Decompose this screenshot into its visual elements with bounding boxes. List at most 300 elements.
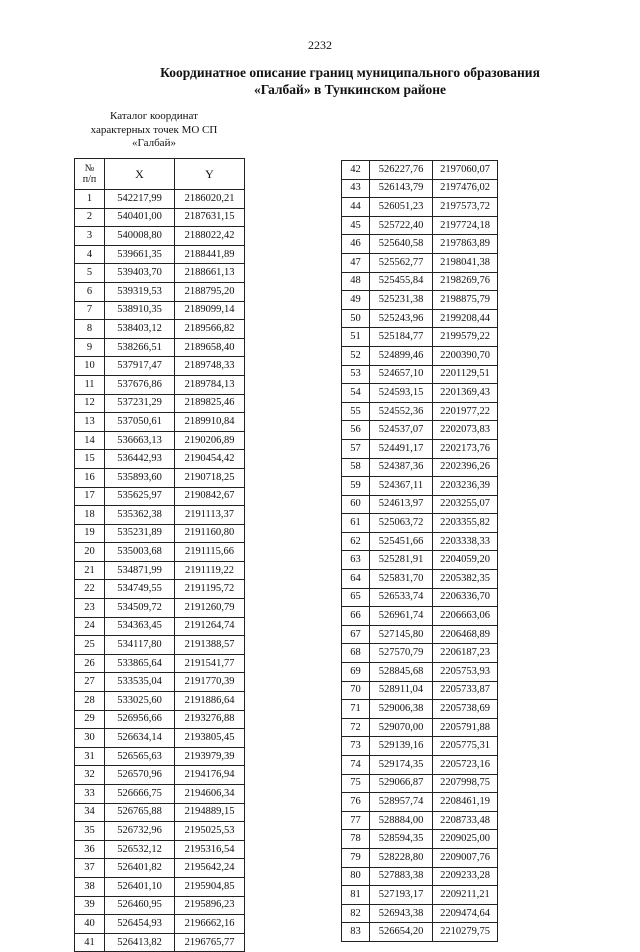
y-coordinate-cell: 2187631,15 (175, 208, 245, 227)
table-row (75, 506, 245, 525)
table-row (75, 915, 245, 934)
table-row (342, 477, 498, 496)
point-number-cell: 26 (75, 654, 105, 673)
table-row (75, 859, 245, 878)
x-coordinate-cell: 525455,84 (370, 272, 433, 291)
header-y: Y (175, 159, 245, 190)
x-coordinate-cell: 537676,86 (105, 375, 175, 394)
x-coordinate-cell: 538910,35 (105, 301, 175, 320)
table-row (75, 264, 245, 283)
table-row (75, 933, 245, 952)
y-coordinate-cell: 2205723,16 (433, 756, 498, 775)
x-coordinate-cell: 527145,80 (370, 625, 433, 644)
point-number-cell: 21 (75, 561, 105, 580)
x-coordinate-cell: 524613,97 (370, 495, 433, 514)
table-row (342, 811, 498, 830)
point-number-cell: 35 (75, 822, 105, 841)
point-number-cell: 22 (75, 580, 105, 599)
point-number-cell: 58 (342, 458, 370, 477)
point-number-cell: 42 (342, 161, 370, 180)
y-coordinate-cell: 2203255,07 (433, 495, 498, 514)
y-coordinate-cell: 2190206,89 (175, 431, 245, 450)
x-coordinate-cell: 534509,72 (105, 599, 175, 618)
x-coordinate-cell: 524367,11 (370, 477, 433, 496)
x-coordinate-cell: 538403,12 (105, 320, 175, 339)
x-coordinate-cell: 524899,46 (370, 346, 433, 365)
point-number-cell: 12 (75, 394, 105, 413)
y-coordinate-cell: 2197863,89 (433, 235, 498, 254)
point-number-cell: 59 (342, 477, 370, 496)
y-coordinate-cell: 2191113,37 (175, 506, 245, 525)
y-coordinate-cell: 2195896,23 (175, 896, 245, 915)
point-number-cell: 63 (342, 551, 370, 570)
table-row (342, 756, 498, 775)
x-coordinate-cell: 526961,74 (370, 607, 433, 626)
x-coordinate-cell: 533865,64 (105, 654, 175, 673)
table-row (342, 161, 498, 180)
y-coordinate-cell: 2201129,51 (433, 365, 498, 384)
x-coordinate-cell: 526570,96 (105, 766, 175, 785)
x-coordinate-cell: 535003,68 (105, 543, 175, 562)
table-row (342, 235, 498, 254)
table-row (342, 495, 498, 514)
point-number-cell: 69 (342, 663, 370, 682)
x-coordinate-cell: 536442,93 (105, 450, 175, 469)
point-number-cell: 72 (342, 718, 370, 737)
point-number-cell: 29 (75, 710, 105, 729)
table-row (75, 877, 245, 896)
x-coordinate-cell: 537917,47 (105, 357, 175, 376)
table-row (75, 413, 245, 432)
y-coordinate-cell: 2209233,28 (433, 867, 498, 886)
table-row (75, 245, 245, 264)
x-coordinate-cell: 529066,87 (370, 774, 433, 793)
point-number-cell: 76 (342, 793, 370, 812)
table-row (342, 514, 498, 533)
y-coordinate-cell: 2205738,69 (433, 700, 498, 719)
point-number-cell: 16 (75, 468, 105, 487)
y-coordinate-cell: 2203236,39 (433, 477, 498, 496)
y-coordinate-cell: 2198875,79 (433, 291, 498, 310)
point-number-cell: 44 (342, 198, 370, 217)
x-coordinate-cell: 527193,17 (370, 886, 433, 905)
y-coordinate-cell: 2195025,53 (175, 822, 245, 841)
y-coordinate-cell: 2191119,22 (175, 561, 245, 580)
x-coordinate-cell: 526943,38 (370, 904, 433, 923)
table-row (342, 793, 498, 812)
y-coordinate-cell: 2202173,76 (433, 439, 498, 458)
point-number-cell: 79 (342, 848, 370, 867)
table-row (342, 588, 498, 607)
x-coordinate-cell: 524387,36 (370, 458, 433, 477)
point-number-cell: 39 (75, 896, 105, 915)
x-coordinate-cell: 528594,35 (370, 830, 433, 849)
table-row (342, 886, 498, 905)
x-coordinate-cell: 528845,68 (370, 663, 433, 682)
y-coordinate-cell: 2195904,85 (175, 877, 245, 896)
x-coordinate-cell: 526401,10 (105, 877, 175, 896)
x-coordinate-cell: 525243,96 (370, 309, 433, 328)
x-coordinate-cell: 534871,99 (105, 561, 175, 580)
header-x: X (105, 159, 175, 190)
point-number-cell: 56 (342, 421, 370, 440)
table-row (75, 301, 245, 320)
point-number-cell: 31 (75, 747, 105, 766)
x-coordinate-cell: 525184,77 (370, 328, 433, 347)
y-coordinate-cell: 2206663,06 (433, 607, 498, 626)
point-number-cell: 24 (75, 617, 105, 636)
point-number-cell: 34 (75, 803, 105, 822)
table-row (75, 896, 245, 915)
table-row (342, 904, 498, 923)
table-row (342, 774, 498, 793)
point-number-cell: 15 (75, 450, 105, 469)
point-number-cell: 8 (75, 320, 105, 339)
x-coordinate-cell: 526143,79 (370, 179, 433, 198)
table-row (342, 384, 498, 403)
y-coordinate-cell: 2195642,24 (175, 859, 245, 878)
point-number-cell: 65 (342, 588, 370, 607)
x-coordinate-cell: 525640,58 (370, 235, 433, 254)
point-number-cell: 33 (75, 785, 105, 804)
x-coordinate-cell: 526051,23 (370, 198, 433, 217)
point-number-cell: 17 (75, 487, 105, 506)
table-body-right (342, 161, 498, 942)
x-coordinate-cell: 526454,93 (105, 915, 175, 934)
point-number-cell: 49 (342, 291, 370, 310)
point-number-cell: 67 (342, 625, 370, 644)
table-row (75, 840, 245, 859)
y-coordinate-cell: 2207998,75 (433, 774, 498, 793)
table-row (342, 681, 498, 700)
table-row (75, 692, 245, 711)
x-coordinate-cell: 526565,63 (105, 747, 175, 766)
y-coordinate-cell: 2190842,67 (175, 487, 245, 506)
table-row (342, 830, 498, 849)
point-number-cell: 61 (342, 514, 370, 533)
point-number-cell: 60 (342, 495, 370, 514)
table-row (75, 729, 245, 748)
x-coordinate-cell: 524552,36 (370, 402, 433, 421)
table-row (342, 309, 498, 328)
y-coordinate-cell: 2205733,87 (433, 681, 498, 700)
y-coordinate-cell: 2193276,88 (175, 710, 245, 729)
x-coordinate-cell: 524537,07 (370, 421, 433, 440)
table-row (75, 636, 245, 655)
x-coordinate-cell: 537231,29 (105, 394, 175, 413)
table-row (342, 551, 498, 570)
y-coordinate-cell: 2190718,25 (175, 468, 245, 487)
x-coordinate-cell: 526634,14 (105, 729, 175, 748)
table-row (342, 737, 498, 756)
y-coordinate-cell: 2209474,64 (433, 904, 498, 923)
y-coordinate-cell: 2191388,57 (175, 636, 245, 655)
point-number-cell: 3 (75, 227, 105, 246)
y-coordinate-cell: 2191886,64 (175, 692, 245, 711)
table-row (342, 570, 498, 589)
x-coordinate-cell: 539661,35 (105, 245, 175, 264)
x-coordinate-cell: 527883,38 (370, 867, 433, 886)
y-coordinate-cell: 2193805,45 (175, 729, 245, 748)
x-coordinate-cell: 524657,10 (370, 365, 433, 384)
x-coordinate-cell: 526533,74 (370, 588, 433, 607)
table-row (75, 580, 245, 599)
y-coordinate-cell: 2203355,82 (433, 514, 498, 533)
table-row (75, 654, 245, 673)
coordinates-table-right (341, 160, 498, 942)
y-coordinate-cell: 2193979,39 (175, 747, 245, 766)
x-coordinate-cell: 528911,04 (370, 681, 433, 700)
x-coordinate-cell: 526956,66 (105, 710, 175, 729)
table-row (342, 458, 498, 477)
table-row (75, 468, 245, 487)
table-row (342, 607, 498, 626)
x-coordinate-cell: 536663,13 (105, 431, 175, 450)
table-row (75, 785, 245, 804)
point-number-cell: 25 (75, 636, 105, 655)
x-coordinate-cell: 525562,77 (370, 253, 433, 272)
point-number-cell: 70 (342, 681, 370, 700)
point-number-cell: 4 (75, 245, 105, 264)
point-number-cell: 6 (75, 282, 105, 301)
x-coordinate-cell: 528884,00 (370, 811, 433, 830)
y-coordinate-cell: 2202396,26 (433, 458, 498, 477)
y-coordinate-cell: 2191195,72 (175, 580, 245, 599)
table-row (75, 431, 245, 450)
x-coordinate-cell: 527570,79 (370, 644, 433, 663)
y-coordinate-cell: 2189658,40 (175, 338, 245, 357)
table-row (75, 766, 245, 785)
table-row (342, 402, 498, 421)
x-coordinate-cell: 525281,91 (370, 551, 433, 570)
header-number (75, 159, 105, 190)
y-coordinate-cell: 2206187,23 (433, 644, 498, 663)
table-row (342, 216, 498, 235)
y-coordinate-cell: 2189099,14 (175, 301, 245, 320)
y-coordinate-cell: 2201369,43 (433, 384, 498, 403)
y-coordinate-cell: 2198041,38 (433, 253, 498, 272)
table-row (75, 450, 245, 469)
point-number-cell: 83 (342, 923, 370, 942)
caption-line: Каталог координат (110, 110, 198, 122)
x-coordinate-cell: 539403,70 (105, 264, 175, 283)
y-coordinate-cell: 2189910,84 (175, 413, 245, 432)
point-number-cell: 5 (75, 264, 105, 283)
point-number-cell: 14 (75, 431, 105, 450)
x-coordinate-cell: 542217,99 (105, 190, 175, 209)
x-coordinate-cell: 526460,95 (105, 896, 175, 915)
table-row (342, 272, 498, 291)
x-coordinate-cell: 535231,89 (105, 524, 175, 543)
y-coordinate-cell: 2194606,34 (175, 785, 245, 804)
y-coordinate-cell: 2197476,02 (433, 179, 498, 198)
caption-line: характерных точек МО СП (90, 123, 218, 136)
table-header-row (75, 159, 245, 190)
point-number-cell: 50 (342, 309, 370, 328)
point-number-cell: 52 (342, 346, 370, 365)
point-number-cell: 47 (342, 253, 370, 272)
table-row (75, 710, 245, 729)
y-coordinate-cell: 2191160,80 (175, 524, 245, 543)
point-number-cell: 77 (342, 811, 370, 830)
point-number-cell: 7 (75, 301, 105, 320)
header-number-symbol: № (84, 163, 95, 174)
y-coordinate-cell: 2191260,79 (175, 599, 245, 618)
y-coordinate-cell: 2191115,66 (175, 543, 245, 562)
table-row (342, 625, 498, 644)
table-row (342, 663, 498, 682)
point-number-cell: 51 (342, 328, 370, 347)
table-row (75, 357, 245, 376)
header-number-abbr: п/п (82, 174, 97, 185)
y-coordinate-cell: 2196662,16 (175, 915, 245, 934)
y-coordinate-cell: 2208461,19 (433, 793, 498, 812)
y-coordinate-cell: 2206468,89 (433, 625, 498, 644)
table-row (75, 320, 245, 339)
table-row (342, 198, 498, 217)
table-row (342, 532, 498, 551)
point-number-cell: 11 (75, 375, 105, 394)
x-coordinate-cell: 534749,55 (105, 580, 175, 599)
x-coordinate-cell: 539319,53 (105, 282, 175, 301)
table-row (342, 253, 498, 272)
x-coordinate-cell: 526532,12 (105, 840, 175, 859)
caption-line: «Галбай» (132, 137, 176, 149)
table-row (75, 617, 245, 636)
table-row (342, 867, 498, 886)
point-number-cell: 48 (342, 272, 370, 291)
y-coordinate-cell: 2204059,20 (433, 551, 498, 570)
table-row (342, 923, 498, 942)
x-coordinate-cell: 526413,82 (105, 933, 175, 952)
table-row (75, 208, 245, 227)
x-coordinate-cell: 525831,70 (370, 570, 433, 589)
table-row (342, 365, 498, 384)
point-number-cell: 23 (75, 599, 105, 618)
y-coordinate-cell: 2191770,39 (175, 673, 245, 692)
point-number-cell: 2 (75, 208, 105, 227)
table-row (75, 375, 245, 394)
y-coordinate-cell: 2209007,76 (433, 848, 498, 867)
table-row (75, 487, 245, 506)
y-coordinate-cell: 2189784,13 (175, 375, 245, 394)
y-coordinate-cell: 2194176,94 (175, 766, 245, 785)
x-coordinate-cell: 535625,97 (105, 487, 175, 506)
y-coordinate-cell: 2197724,18 (433, 216, 498, 235)
y-coordinate-cell: 2199208,44 (433, 309, 498, 328)
x-coordinate-cell: 526654,20 (370, 923, 433, 942)
point-number-cell: 32 (75, 766, 105, 785)
point-number-cell: 81 (342, 886, 370, 905)
x-coordinate-cell: 525231,38 (370, 291, 433, 310)
point-number-cell: 57 (342, 439, 370, 458)
point-number-cell: 36 (75, 840, 105, 859)
x-coordinate-cell: 537050,61 (105, 413, 175, 432)
point-number-cell: 9 (75, 338, 105, 357)
page-number: 2232 (308, 38, 332, 52)
table-row (342, 718, 498, 737)
point-number-cell: 46 (342, 235, 370, 254)
title-line-2: «Галбай» в Тункинском районе (253, 82, 447, 97)
y-coordinate-cell: 2199579,22 (433, 328, 498, 347)
x-coordinate-cell: 526732,96 (105, 822, 175, 841)
y-coordinate-cell: 2209025,00 (433, 830, 498, 849)
y-coordinate-cell: 2209211,21 (433, 886, 498, 905)
catalog-caption (64, 110, 244, 151)
x-coordinate-cell: 534117,80 (105, 636, 175, 655)
point-number-cell: 27 (75, 673, 105, 692)
x-coordinate-cell: 534363,45 (105, 617, 175, 636)
x-coordinate-cell: 529070,00 (370, 718, 433, 737)
point-number-cell: 45 (342, 216, 370, 235)
point-number-cell: 28 (75, 692, 105, 711)
y-coordinate-cell: 2195316,54 (175, 840, 245, 859)
y-coordinate-cell: 2190454,42 (175, 450, 245, 469)
x-coordinate-cell: 528957,74 (370, 793, 433, 812)
table-row (342, 328, 498, 347)
point-number-cell: 62 (342, 532, 370, 551)
y-coordinate-cell: 2203338,33 (433, 532, 498, 551)
x-coordinate-cell: 529006,38 (370, 700, 433, 719)
table-row (75, 338, 245, 357)
x-coordinate-cell: 533535,04 (105, 673, 175, 692)
coordinates-table-left (74, 158, 245, 952)
table-row (342, 848, 498, 867)
point-number-cell: 66 (342, 607, 370, 626)
table-row (75, 190, 245, 209)
table-row (75, 394, 245, 413)
x-coordinate-cell: 535893,60 (105, 468, 175, 487)
x-coordinate-cell: 524593,15 (370, 384, 433, 403)
point-number-cell: 37 (75, 859, 105, 878)
table-row (75, 282, 245, 301)
y-coordinate-cell: 2194889,15 (175, 803, 245, 822)
y-coordinate-cell: 2200390,70 (433, 346, 498, 365)
x-coordinate-cell: 526227,76 (370, 161, 433, 180)
x-coordinate-cell: 525451,66 (370, 532, 433, 551)
point-number-cell: 19 (75, 524, 105, 543)
table-row (342, 291, 498, 310)
point-number-cell: 10 (75, 357, 105, 376)
table-row (75, 673, 245, 692)
table-row (342, 700, 498, 719)
table-row (342, 421, 498, 440)
point-number-cell: 1 (75, 190, 105, 209)
title-line-1: Координатное описание границ муниципального образования (160, 65, 540, 80)
x-coordinate-cell: 540401,00 (105, 208, 175, 227)
table-row (342, 644, 498, 663)
point-number-cell: 55 (342, 402, 370, 421)
y-coordinate-cell: 2186020,21 (175, 190, 245, 209)
y-coordinate-cell: 2189566,82 (175, 320, 245, 339)
point-number-cell: 75 (342, 774, 370, 793)
y-coordinate-cell: 2208733,48 (433, 811, 498, 830)
x-coordinate-cell: 525722,40 (370, 216, 433, 235)
table-row (75, 561, 245, 580)
point-number-cell: 43 (342, 179, 370, 198)
y-coordinate-cell: 2188661,13 (175, 264, 245, 283)
point-number-cell: 80 (342, 867, 370, 886)
y-coordinate-cell: 2188441,89 (175, 245, 245, 264)
y-coordinate-cell: 2197573,72 (433, 198, 498, 217)
point-number-cell: 30 (75, 729, 105, 748)
table-row (75, 543, 245, 562)
y-coordinate-cell: 2201977,22 (433, 402, 498, 421)
point-number-cell: 13 (75, 413, 105, 432)
point-number-cell: 53 (342, 365, 370, 384)
y-coordinate-cell: 2202073,83 (433, 421, 498, 440)
document-title (120, 64, 580, 98)
